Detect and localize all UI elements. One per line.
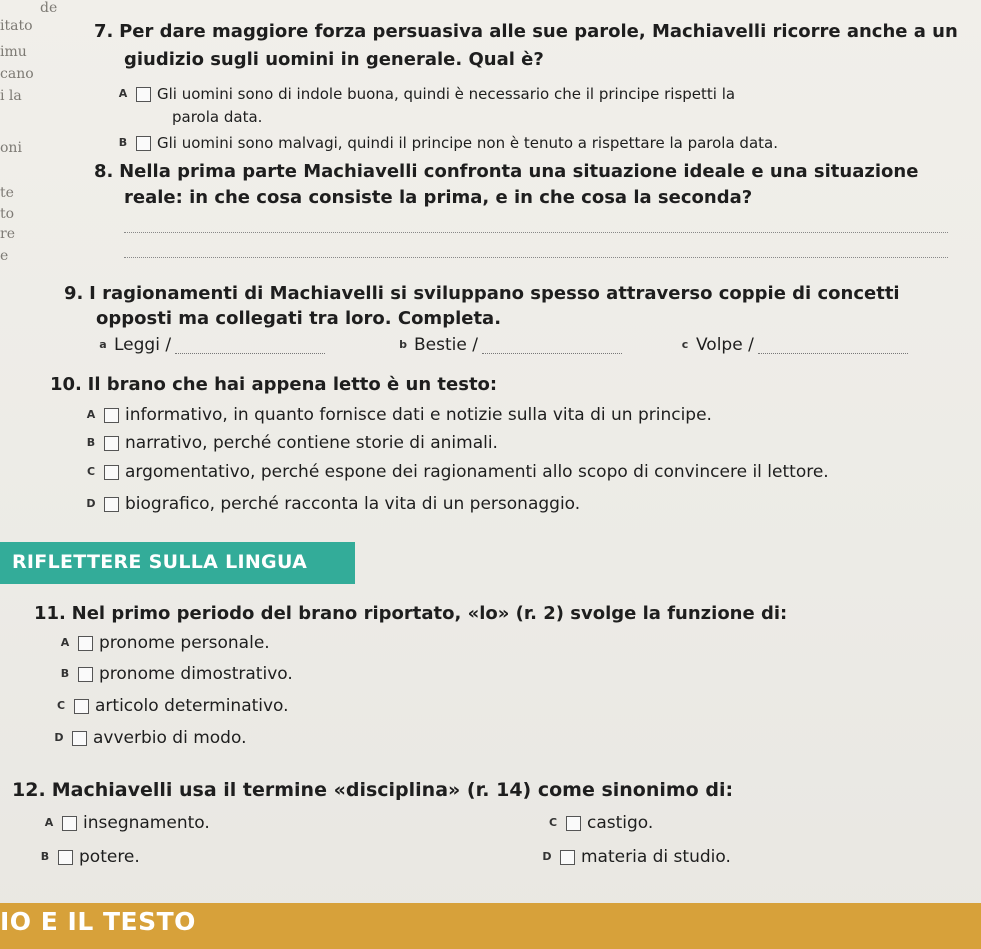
option-text: narrativo, perché contiene storie di animali. bbox=[125, 433, 498, 453]
option-letter: B bbox=[40, 850, 50, 863]
fill-in-blank[interactable] bbox=[175, 337, 325, 354]
margin-fragment: to bbox=[0, 206, 15, 222]
checkbox[interactable] bbox=[104, 408, 119, 423]
q12-option-c[interactable] bbox=[542, 812, 653, 834]
question-7-text-line-2: giudizio sugli uomini in generale. Qual è? bbox=[124, 49, 544, 70]
q11-option-d[interactable] bbox=[48, 727, 246, 749]
checkbox[interactable] bbox=[104, 465, 119, 480]
q9-item-b bbox=[392, 334, 622, 356]
checkbox[interactable] bbox=[62, 816, 77, 831]
question-number: 8. bbox=[94, 161, 114, 182]
option-letter: B bbox=[60, 667, 70, 680]
question-text: Machiavelli usa il termine «disciplina» (r. 14) come sinonimo di: bbox=[51, 779, 734, 801]
option-letter: A bbox=[60, 636, 70, 649]
q7-option-a-line-2: parola data. bbox=[172, 108, 263, 126]
checkbox[interactable] bbox=[72, 731, 87, 746]
option-letter: A bbox=[118, 87, 128, 100]
q11-option-c[interactable] bbox=[50, 695, 289, 717]
option-text: Gli uomini sono di indole buona, quindi è necessario che il principe rispetti la bbox=[157, 85, 736, 103]
question-11 bbox=[34, 602, 954, 626]
margin-fragment: itato bbox=[0, 18, 33, 34]
question-7 bbox=[94, 20, 964, 44]
option-text: potere. bbox=[79, 847, 140, 867]
q10-option-b[interactable] bbox=[80, 432, 498, 454]
option-text: informativo, in quanto fornisce dati e notizie sulla vita di un principe. bbox=[125, 405, 712, 425]
q7-option-a[interactable] bbox=[112, 83, 735, 105]
q9-item-a bbox=[92, 334, 325, 356]
question-number: 11. bbox=[34, 603, 66, 624]
q10-option-d[interactable] bbox=[80, 493, 580, 515]
checkbox[interactable] bbox=[560, 850, 575, 865]
option-letter: A bbox=[86, 408, 96, 421]
section-title: RIFLETTERE SULLA LINGUA bbox=[12, 551, 308, 573]
option-text: articolo determinativo. bbox=[95, 696, 289, 716]
answer-line[interactable] bbox=[124, 257, 948, 258]
item-letter: b bbox=[399, 338, 407, 351]
margin-fragment: imu bbox=[0, 44, 27, 60]
q11-option-b[interactable] bbox=[54, 663, 293, 685]
question-9-text-line-2: opposti ma collegati tra loro. Completa. bbox=[96, 308, 502, 329]
q12-option-d[interactable] bbox=[536, 846, 731, 868]
question-number: 9. bbox=[64, 283, 84, 304]
question-8 bbox=[94, 160, 964, 184]
checkbox[interactable] bbox=[78, 667, 93, 682]
margin-fragment: re bbox=[0, 226, 15, 242]
option-letter: C bbox=[548, 816, 558, 829]
margin-fragment: cano bbox=[0, 66, 34, 82]
question-text: Nella prima parte Machiavelli confronta una situazione ideale e una situazione bbox=[119, 161, 919, 182]
checkbox[interactable] bbox=[78, 636, 93, 651]
footer-section-bar bbox=[0, 903, 981, 949]
option-letter: C bbox=[56, 699, 66, 712]
q12-option-b[interactable] bbox=[34, 846, 140, 868]
question-10 bbox=[50, 373, 960, 397]
q10-option-c[interactable] bbox=[80, 461, 829, 483]
option-letter: C bbox=[86, 465, 96, 478]
question-9 bbox=[64, 282, 964, 306]
item-letter: c bbox=[681, 338, 689, 351]
checkbox[interactable] bbox=[136, 87, 151, 102]
q10-option-a[interactable] bbox=[80, 404, 712, 426]
question-number: 7. bbox=[94, 21, 114, 42]
checkbox[interactable] bbox=[136, 136, 151, 151]
section-banner bbox=[0, 542, 355, 584]
fill-in-blank[interactable] bbox=[758, 337, 908, 354]
question-number: 10. bbox=[50, 374, 82, 395]
option-text: argomentativo, perché espone dei ragionamenti allo scopo di convincere il lettore. bbox=[125, 462, 829, 482]
option-text: pronome personale. bbox=[99, 633, 270, 653]
option-text: castigo. bbox=[587, 813, 654, 833]
option-letter: D bbox=[54, 731, 64, 744]
checkbox[interactable] bbox=[74, 699, 89, 714]
margin-fragment: e bbox=[0, 248, 9, 264]
q12-option-a[interactable] bbox=[38, 812, 210, 834]
margin-fragment: i la bbox=[0, 88, 22, 104]
question-text: Il brano che hai appena letto è un testo: bbox=[87, 374, 498, 395]
option-text: pronome dimostrativo. bbox=[99, 664, 293, 684]
question-8-text-line-2: reale: in che cosa consiste la prima, e in che cosa la seconda? bbox=[124, 187, 753, 208]
option-text: materia di studio. bbox=[581, 847, 731, 867]
item-letter: a bbox=[99, 338, 107, 351]
answer-line[interactable] bbox=[124, 232, 948, 233]
question-number: 12. bbox=[12, 779, 46, 801]
q7-option-b[interactable] bbox=[112, 132, 778, 154]
option-text: Gli uomini sono malvagi, quindi il principe non è tenuto a rispettare la parola data. bbox=[157, 134, 778, 152]
fill-in-blank[interactable] bbox=[482, 337, 622, 354]
checkbox[interactable] bbox=[104, 497, 119, 512]
option-letter: D bbox=[86, 497, 96, 510]
option-letter: B bbox=[118, 136, 128, 149]
item-text: Bestie / bbox=[414, 335, 478, 355]
checkbox[interactable] bbox=[58, 850, 73, 865]
margin-fragment: de bbox=[40, 0, 58, 16]
option-text: insegnamento. bbox=[83, 813, 210, 833]
option-letter: B bbox=[86, 436, 96, 449]
question-text: Nel primo periodo del brano riportato, «lo» (r. 2) svolge la funzione di: bbox=[71, 603, 788, 624]
q11-option-a[interactable] bbox=[54, 632, 270, 654]
option-letter: D bbox=[542, 850, 552, 863]
question-text: Per dare maggiore forza persuasiva alle sue parole, Machiavelli ricorre anche a un bbox=[119, 21, 958, 42]
question-12 bbox=[12, 778, 972, 802]
checkbox[interactable] bbox=[104, 436, 119, 451]
question-text: I ragionamenti di Machiavelli si sviluppano spesso attraverso coppie di concetti bbox=[89, 283, 900, 304]
item-text: Leggi / bbox=[114, 335, 172, 355]
q9-item-c bbox=[674, 334, 908, 356]
option-text: biografico, perché racconta la vita di un personaggio. bbox=[125, 494, 581, 514]
option-letter: A bbox=[44, 816, 54, 829]
checkbox[interactable] bbox=[566, 816, 581, 831]
footer-section-title: IO E IL TESTO bbox=[0, 907, 196, 936]
option-text: avverbio di modo. bbox=[93, 728, 247, 748]
item-text: Volpe / bbox=[696, 335, 754, 355]
margin-fragment: oni bbox=[0, 140, 22, 156]
margin-fragment: te bbox=[0, 185, 14, 201]
